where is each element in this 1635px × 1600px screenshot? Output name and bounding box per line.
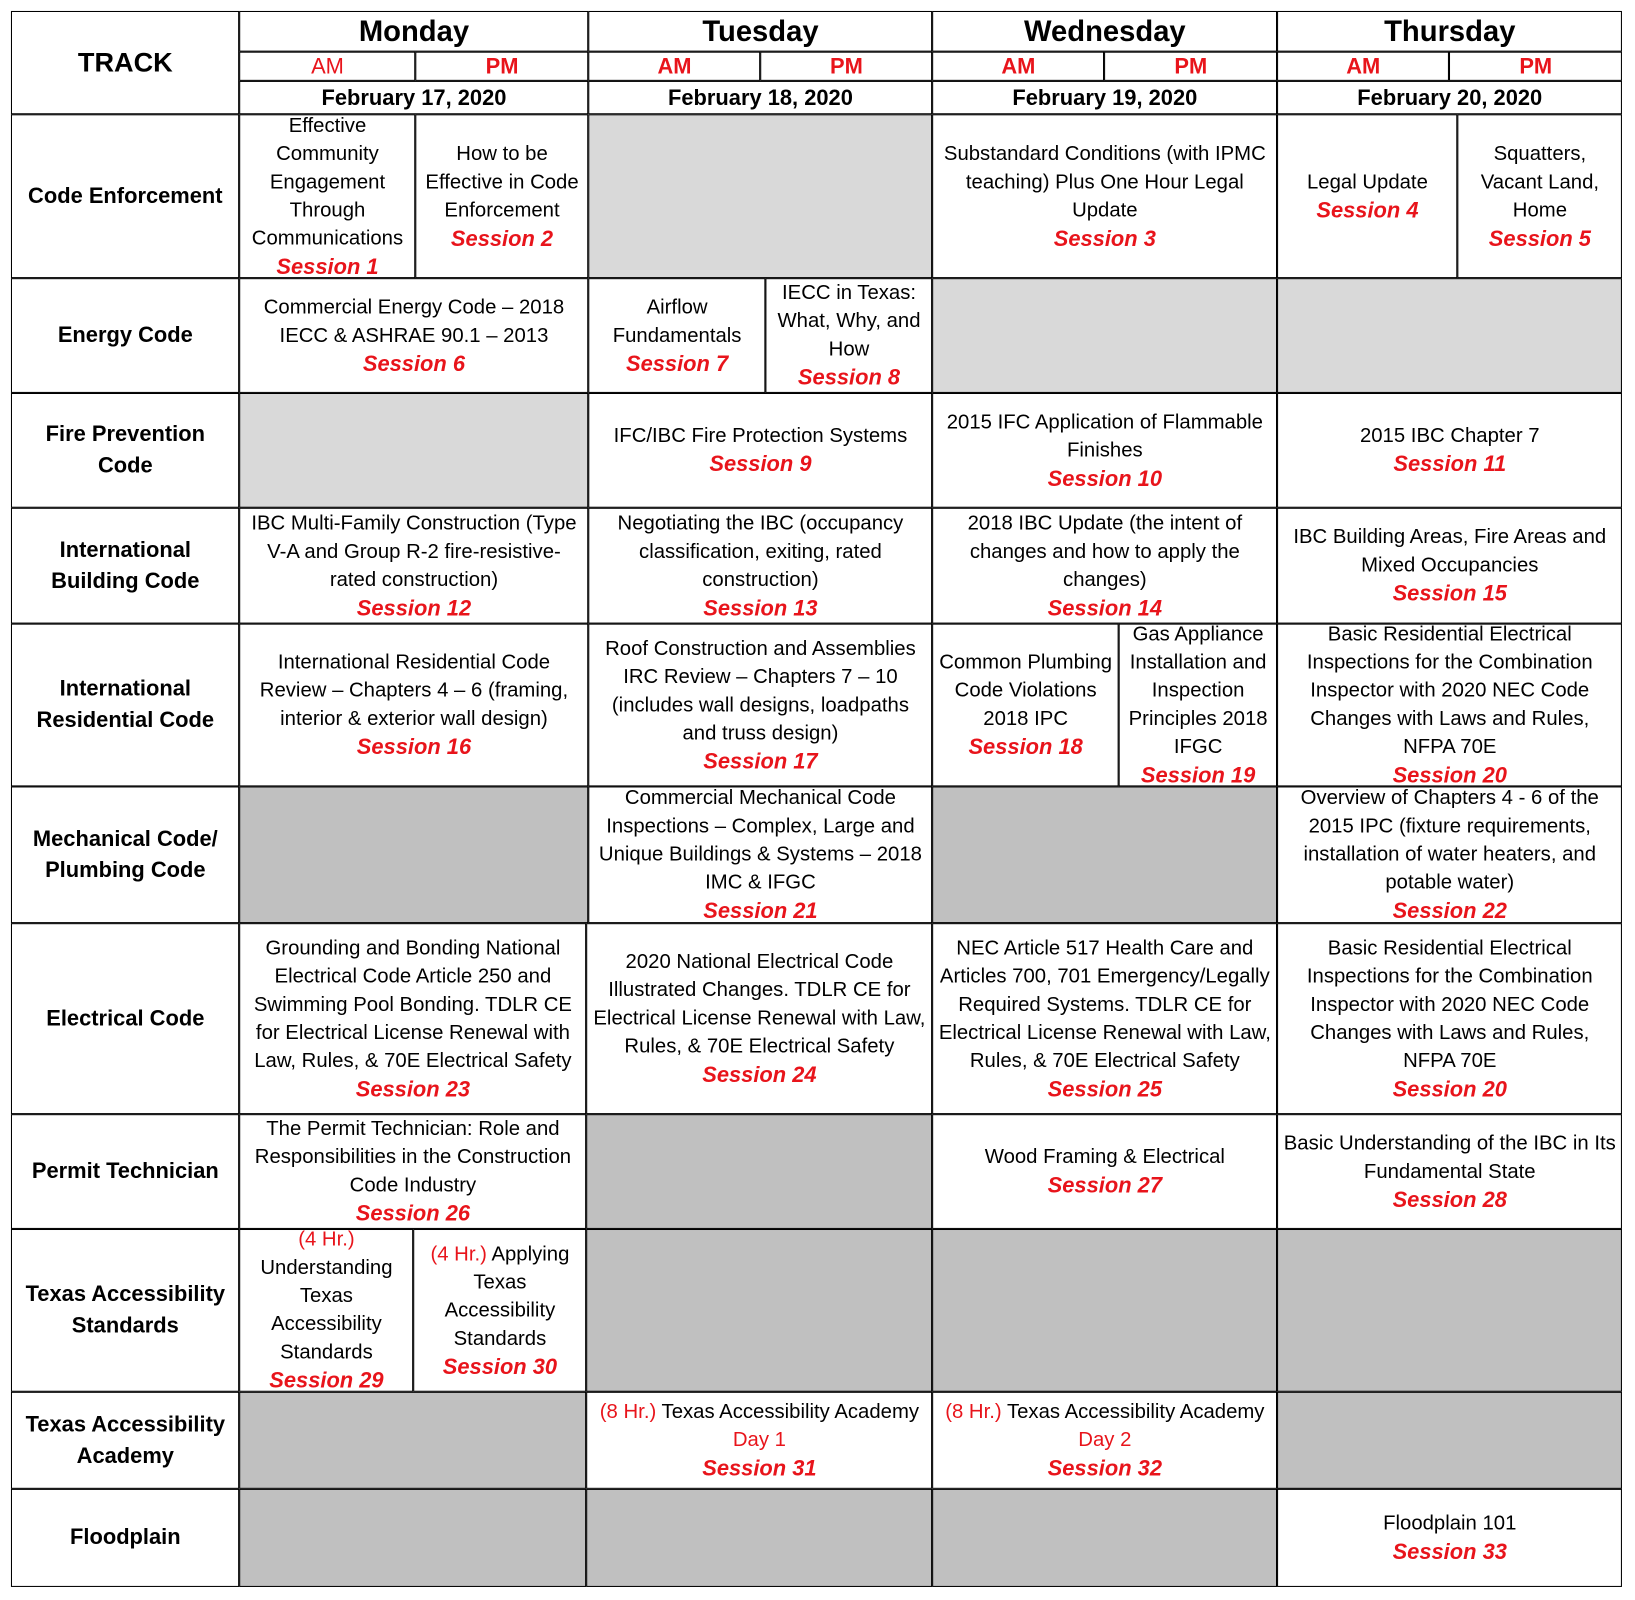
wednesday-date	[932, 81, 1277, 114]
track-label: Permit Technician	[31, 1159, 219, 1184]
monday-date	[239, 81, 588, 114]
session-label: Session 14	[1047, 596, 1163, 621]
empty-cell	[239, 1392, 586, 1489]
track-label: Floodplain	[70, 1525, 181, 1550]
thursday-pm	[1449, 52, 1622, 81]
track-label: Texas Accessibility Academy	[25, 1412, 226, 1468]
date-label: February 18, 2020	[667, 85, 853, 110]
session-cell[interactable]	[239, 115, 415, 279]
session-label: Session 16	[356, 735, 472, 760]
session-title: Basic Residential Electrical Inspections for the Combination Inspector with 2020 NEC Code Changes with Laws and Rules, NFPA 70E	[1306, 936, 1593, 1073]
pm-label: PM	[1174, 54, 1208, 79]
session-cell[interactable]	[239, 923, 586, 1114]
schedule-grid	[12, 12, 1623, 1588]
session-title: How to be Effective in Code Enforcement	[425, 142, 579, 222]
empty-cell	[1277, 1392, 1622, 1489]
track-label: International Residential Code	[36, 677, 215, 733]
hours-value: 8 Hr.	[606, 1400, 650, 1424]
session-day: Day 1	[732, 1428, 786, 1452]
session-cell[interactable]	[1119, 624, 1277, 787]
am-label: AM	[1001, 54, 1036, 79]
day-thursday	[1277, 11, 1622, 52]
session-label: Session 1	[276, 254, 379, 279]
track-floodplain	[11, 1489, 239, 1587]
session-cell[interactable]	[1458, 115, 1623, 279]
session-label: Session 11	[1393, 452, 1507, 477]
track-international-building-code	[11, 508, 239, 624]
session-cell[interactable]	[413, 1229, 586, 1392]
day-tuesday	[589, 11, 933, 52]
track-label: Texas Accessibility Standards	[25, 1282, 226, 1338]
track-label: International Building Code	[51, 537, 200, 594]
tuesday-date	[589, 81, 933, 114]
session-title: Commercial Energy Code – 2018 IECC & ASHRAE 90.1 – 2013	[263, 295, 565, 347]
session-label: Session 26	[355, 1202, 471, 1227]
session-cell[interactable]	[1277, 787, 1622, 924]
session-cell[interactable]	[589, 393, 933, 508]
day-name: Tuesday	[702, 15, 819, 48]
track-fire-prevention	[11, 393, 239, 508]
session-title: 2020 National Electrical Code Illustrated Changes. TDLR CE for Electrical License Renewal with Law, Rules, & 70E Electrical Safety	[593, 950, 926, 1059]
session-cell[interactable]	[586, 1392, 932, 1489]
empty-cell	[932, 1489, 1277, 1587]
session-label: Session 7	[625, 351, 729, 376]
session-label: Session 20	[1392, 763, 1507, 787]
empty-cell	[589, 115, 933, 279]
session-cell[interactable]	[589, 624, 933, 787]
track-header	[11, 11, 239, 114]
session-label: Session 33	[1392, 1540, 1507, 1565]
session-label: Session 3	[1053, 226, 1156, 251]
track-permit-technician	[11, 1114, 239, 1229]
hours-value: 4 Hr.	[304, 1229, 348, 1252]
session-cell[interactable]	[239, 278, 588, 393]
session-label: Session 24	[702, 1063, 817, 1088]
track-energy-code	[11, 278, 239, 393]
session-label: Session 2	[450, 226, 554, 251]
session-cell[interactable]	[586, 923, 932, 1114]
am-label: AM	[311, 54, 344, 79]
date-label: February 19, 2020	[1012, 85, 1198, 110]
session-title: 2018 IBC Update (the intent of changes and how to apply the changes)	[967, 511, 1243, 591]
session-title: Airflow Fundamentals	[612, 295, 742, 347]
session-title: Understanding Texas Accessibility Standards	[260, 1256, 393, 1364]
session-title: The Permit Technician: Role and Responsibilities in the Construction Code Industry	[254, 1117, 572, 1197]
hours-value: 4 Hr.	[437, 1242, 481, 1266]
session-title: NEC Article 517 Health Care and Articles 700, 701 Emergency/Legally Required Systems. TDLR CE for Electrical License Renewal with Law, Rules, & 70E Electrical Safety	[938, 936, 1271, 1073]
track-label: Electrical Code	[46, 1006, 205, 1031]
session-cell[interactable]	[932, 1114, 1277, 1229]
session-cell[interactable]	[1277, 393, 1622, 508]
track-mechanical-plumbing	[11, 787, 239, 924]
track-electrical-code	[11, 923, 239, 1114]
session-title: IECC in Texas: What, Why, and How	[777, 281, 921, 361]
session-cell[interactable]	[589, 508, 933, 624]
session-label: Session 28	[1392, 1187, 1507, 1213]
session-cell[interactable]	[1277, 115, 1457, 279]
empty-cell	[239, 787, 588, 924]
session-cell[interactable]	[932, 115, 1277, 279]
tuesday-am	[589, 52, 761, 81]
session-cell[interactable]	[932, 624, 1119, 787]
session-title: Grounding and Bonding National Electrical Code Article 250 and Swimming Pool Bonding. TDLR CE for Electrical License Renewal with Law, Rules, & 70E Electrical Safety	[253, 936, 572, 1073]
hours-value: 8 Hr.	[951, 1400, 995, 1424]
session-title: Floodplain 101	[1383, 1512, 1517, 1536]
session-title: 2015 IFC Application of Flammable Finishes	[946, 410, 1263, 462]
session-label: Session 32	[1047, 1456, 1163, 1481]
session-label: Session 8	[797, 366, 901, 391]
session-title-with-hours: (8 Hr.) Texas Accessibility Academy	[945, 1400, 1265, 1424]
empty-cell	[932, 278, 1277, 393]
session-label: Session 10	[1047, 466, 1163, 491]
day-wednesday	[932, 11, 1277, 52]
session-cell[interactable]	[239, 624, 588, 787]
session-cell[interactable]	[1277, 1489, 1622, 1587]
session-title: Texas Accessibility Academy	[1006, 1400, 1265, 1424]
track-international-residential-code	[11, 624, 239, 787]
session-title: International Residential Code Review – Chapters 4 – 6 (framing, interior & exterior wall design)	[259, 651, 569, 731]
track-code-enforcement	[11, 115, 239, 279]
day-name: Thursday	[1384, 15, 1516, 48]
session-title: Common Plumbing Code Violations 2018 IPC	[939, 651, 1113, 731]
session-label: Session 6	[362, 351, 466, 376]
session-cell[interactable]	[416, 115, 589, 279]
monday-am	[239, 52, 415, 81]
session-title: Gas Appliance Installation and Inspection Principles 2018 IFGC	[1128, 623, 1268, 759]
session-title: Basic Understanding of the IBC in Its Fundamental State	[1283, 1131, 1616, 1183]
session-label: Session 13	[703, 596, 818, 621]
empty-cell	[586, 1114, 932, 1229]
session-title: Overview of Chapters 4 - 6 of the 2015 IPC (fixture requirements, installation of water heaters, and potable water)	[1300, 786, 1599, 895]
session-title-with-hours: (8 Hr.) Texas Accessibility Academy	[599, 1400, 920, 1424]
session-title: IBC Multi-Family Construction (Type V-A and Group R-2 fire-resistive-rated construction)	[251, 511, 577, 591]
am-label: AM	[657, 54, 692, 79]
session-cell[interactable]	[1277, 508, 1622, 624]
session-title: IBC Building Areas, Fire Areas and Mixed Occupancies	[1293, 525, 1607, 577]
pm-label: PM	[485, 54, 519, 79]
day-monday	[239, 11, 588, 52]
session-label: Session 18	[968, 735, 1083, 760]
session-title: Negotiating the IBC (occupancy classification, exiting, rated construction)	[617, 511, 904, 591]
session-title: Basic Residential Electrical Inspections for the Combination Inspector with 2020 NEC Code Changes with Laws and Rules, NFPA 70E	[1306, 623, 1593, 759]
empty-cell	[1277, 1229, 1622, 1392]
day-name: Monday	[358, 15, 470, 48]
track-label: Fire Prevention Code	[45, 422, 205, 478]
pm-label: PM	[1519, 54, 1553, 79]
session-label: Session 30	[442, 1354, 558, 1379]
session-cell[interactable]	[932, 393, 1277, 508]
empty-cell	[239, 1489, 586, 1587]
session-label: Session 9	[709, 452, 812, 477]
session-label: Session 22	[1392, 899, 1507, 924]
session-cell[interactable]	[589, 787, 933, 924]
empty-cell	[239, 393, 588, 508]
session-title: Legal Update	[1306, 170, 1428, 194]
wednesday-am	[932, 52, 1104, 81]
session-cell[interactable]	[932, 1392, 1277, 1489]
session-title: Applying Texas Accessibility Standards	[444, 1242, 570, 1350]
date-label: February 20, 2020	[1357, 85, 1543, 110]
track-label: Energy Code	[57, 323, 193, 348]
session-title: Wood Framing & Electrical	[984, 1145, 1225, 1169]
session-hours: (4 Hr.)	[298, 1229, 355, 1252]
session-label: Session 20	[1392, 1077, 1507, 1102]
session-title: Commercial Mechanical Code Inspections – Complex, Large and Unique Buildings & Systems – 2018 IMC & IFGC	[598, 786, 922, 895]
session-label: Session 12	[356, 596, 472, 621]
session-label: Session 25	[1047, 1077, 1163, 1102]
session-cell[interactable]	[766, 278, 933, 393]
session-day: Day 2	[1078, 1428, 1132, 1452]
track-label: Mechanical Code/ Plumbing Code	[32, 826, 218, 883]
session-cell[interactable]	[239, 508, 588, 624]
monday-pm	[416, 52, 589, 81]
empty-cell	[586, 1489, 932, 1587]
thursday-date	[1277, 81, 1622, 114]
empty-cell	[932, 787, 1277, 924]
session-label: Session 5	[1488, 226, 1591, 251]
track-header-label: TRACK	[77, 46, 173, 79]
session-cell[interactable]	[239, 1114, 586, 1229]
session-title: Squatters, Vacant Land, Home	[1480, 142, 1600, 222]
track-label: Code Enforcement	[28, 183, 223, 208]
thursday-am	[1277, 52, 1449, 81]
session-title: IFC/IBC Fire Protection Systems	[613, 424, 908, 448]
empty-cell	[586, 1229, 932, 1392]
session-label: Session 31	[702, 1456, 817, 1481]
session-label: Session 15	[1392, 582, 1507, 607]
empty-cell	[1277, 278, 1622, 393]
am-label: AM	[1346, 54, 1381, 79]
track-texas-accessibility-academy	[11, 1392, 239, 1489]
session-cell[interactable]	[1277, 923, 1622, 1114]
session-title: 2015 IBC Chapter 7	[1359, 424, 1540, 448]
session-label: Session 21	[703, 899, 818, 924]
empty-cell	[932, 1229, 1277, 1392]
session-label: Session 29	[269, 1369, 384, 1393]
session-cell[interactable]	[239, 1229, 413, 1392]
session-title: Effective Community Engagement Through Communications	[251, 114, 404, 250]
session-label: Session 17	[703, 749, 818, 774]
session-label: Session 27	[1047, 1173, 1163, 1198]
session-label: Session 19	[1140, 763, 1256, 787]
session-title: Texas Accessibility Academy	[661, 1400, 920, 1424]
session-title-with-hours: (4 Hr.) Applying Texas Accessibility Standards	[430, 1242, 570, 1350]
session-label: Session 23	[355, 1077, 471, 1102]
session-label: Session 4	[1316, 198, 1419, 223]
tuesday-pm	[760, 52, 932, 81]
session-title: Roof Construction and Assemblies IRC Review – Chapters 7 – 10 (includes wall designs, loadpaths and truss design)	[605, 636, 916, 745]
wednesday-pm	[1104, 52, 1277, 81]
session-cell[interactable]	[1277, 624, 1622, 787]
session-cell[interactable]	[932, 508, 1277, 624]
track-texas-accessibility-standards	[11, 1229, 239, 1392]
session-cell[interactable]	[1277, 1114, 1622, 1229]
session-cell[interactable]	[932, 923, 1277, 1114]
date-label: February 17, 2020	[321, 85, 507, 110]
session-title: Substandard Conditions (with IPMC teaching) Plus One Hour Legal Update	[943, 142, 1266, 222]
session-cell[interactable]	[589, 278, 766, 393]
pm-label: PM	[830, 54, 863, 79]
day-name: Wednesday	[1024, 15, 1186, 48]
